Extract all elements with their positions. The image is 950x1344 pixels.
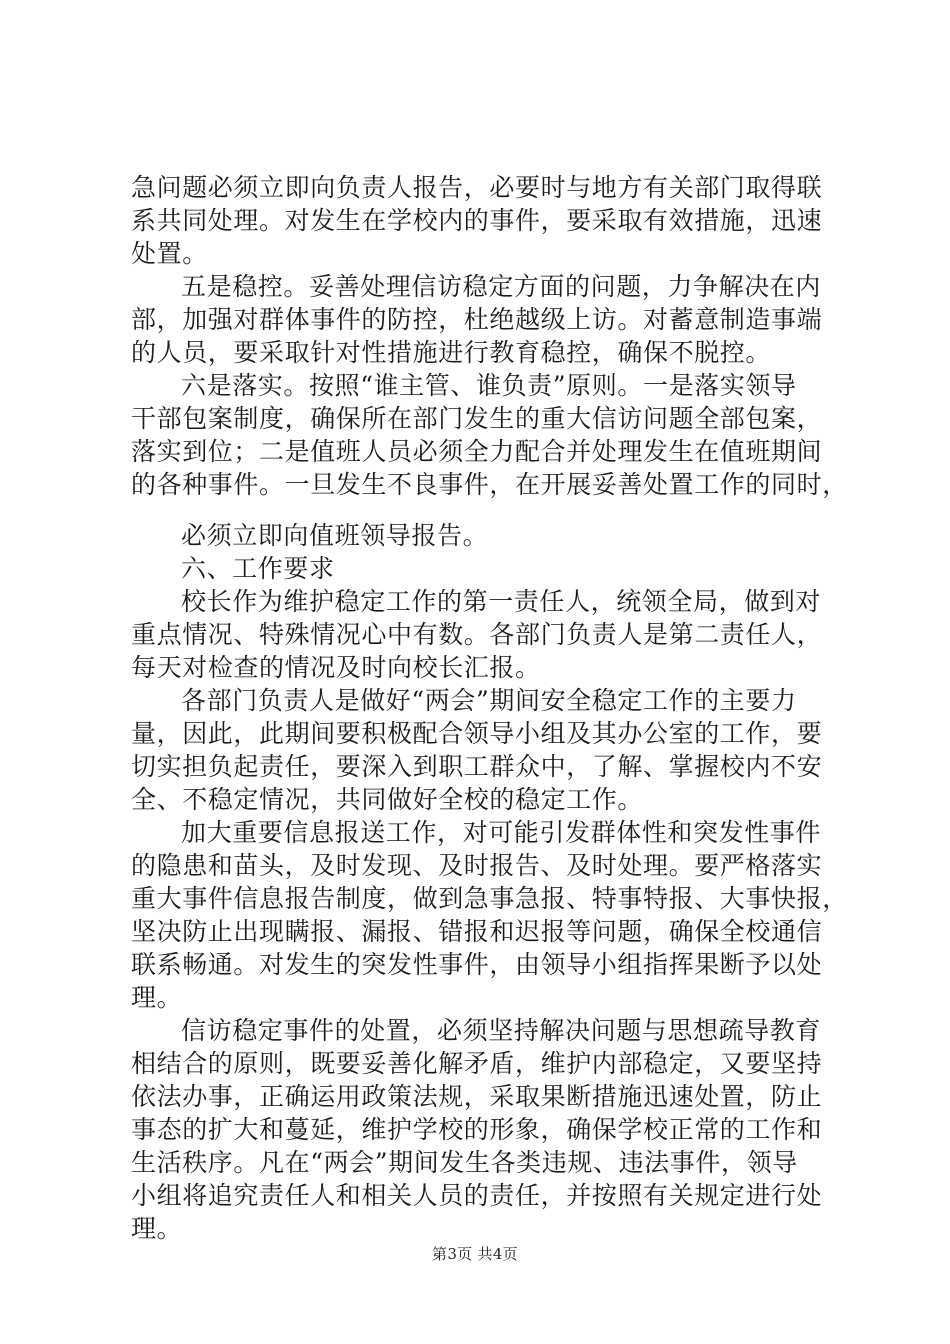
text-line: 急问题必须立即向负责人报告，必要时与地方有关部门取得联 — [131, 173, 823, 202]
text-line: 切实担负起责任，要深入到职工群众中，了解、掌握校内不安 — [131, 752, 823, 781]
text-line: 生活秩序。凡在“两会”期间发生各类违规、违法事件，领导 — [131, 1148, 798, 1177]
text-line: 理。 — [131, 983, 183, 1012]
text-line: 小组将追究责任人和相关人员的责任，并按照有关规定进行处 — [131, 1181, 823, 1210]
text-line: 联系畅通。对发生的突发性事件，由领导小组指挥果断予以处 — [131, 950, 823, 979]
text-line: 加大重要信息报送工作，对可能引发群体性和突发性事件 — [181, 818, 822, 847]
text-line: 处置。 — [131, 239, 208, 268]
text-line: 干部包案制度，确保所在部门发生的重大信访问题全部包案， — [131, 404, 823, 433]
text-line: 每天对检查的情况及时向校长汇报。 — [131, 653, 541, 682]
text-line: 量，因此，此期间要积极配合领导小组及其办公室的工作，要 — [131, 719, 823, 748]
text-line: 信访稳定事件的处置，必须坚持解决问题与思想疏导教育 — [181, 1016, 822, 1045]
text-line: 重大事件信息报告制度，做到急事急报、特事特报、大事快报， — [131, 884, 848, 913]
text-line: 六是落实。按照“谁主管、谁负责”原则。一是落实领导 — [181, 371, 797, 400]
text-line: 校长作为维护稳定工作的第一责任人，统领全局，做到对 — [181, 587, 822, 616]
text-line: 五是稳控。妥善处理信访稳定方面的问题，力争解决在内 — [181, 272, 822, 301]
text-line: 系共同处理。对发生在学校内的事件，要采取有效措施，迅速 — [131, 206, 823, 235]
text-line: 的隐患和苗头，及时发现、及时报告、及时处理。要严格落实 — [131, 851, 823, 880]
text-line: 必须立即向值班领导报告。 — [181, 521, 489, 550]
text-line: 部，加强对群体事件的防控，杜绝越级上访。对蓄意制造事端 — [131, 305, 823, 334]
text-line: 事态的扩大和蔓延，维护学校的形象，确保学校正常的工作和 — [131, 1115, 823, 1144]
text-line: 落实到位；二是值班人员必须全力配合并处理发生在值班期间 — [131, 437, 823, 466]
section-heading: 六、工作要求 — [181, 554, 335, 583]
text-line: 坚决防止出现瞒报、漏报、错报和迟报等问题，确保全校通信 — [131, 917, 823, 946]
text-line: 相结合的原则，既要妥善化解矛盾，维护内部稳定，又要坚持 — [131, 1049, 823, 1078]
text-line: 的人员，要采取针对性措施进行教育稳控，确保不脱控。 — [131, 338, 772, 367]
text-line: 理。 — [131, 1214, 183, 1243]
text-line: 依法办事，正确运用政策法规，采取果断措施迅速处置，防止 — [131, 1082, 823, 1111]
text-line: 重点情况、特殊情况心中有数。各部门负责人是第二责任人， — [131, 620, 823, 649]
page-number-footer: 第3页 共4页 — [432, 1245, 518, 1263]
text-line: 的各种事件。一旦发生不良事件，在开展妥善处置工作的同时， — [131, 470, 848, 499]
text-line: 各部门负责人是做好“两会”期间安全稳定工作的主要力 — [181, 686, 797, 715]
text-line: 全、不稳定情况，共同做好全校的稳定工作。 — [131, 785, 644, 814]
